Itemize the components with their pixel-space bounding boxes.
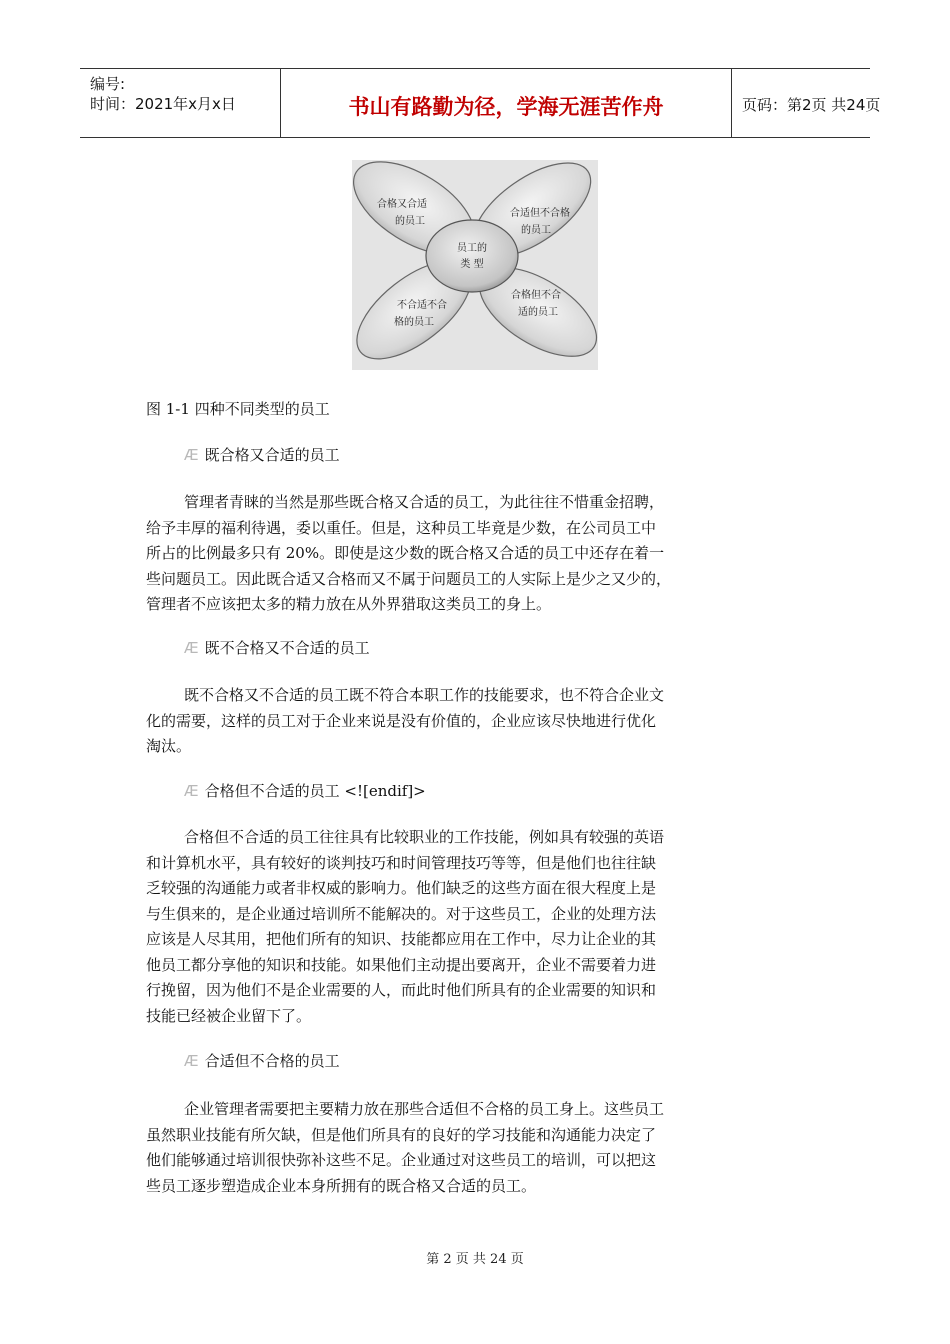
header-page-number: 页码：第2页 共24页: [742, 96, 881, 114]
section-heading-text: 合适但不合格的员工: [204, 1052, 340, 1070]
figure-caption: 图 1-1 四种不同类型的员工: [146, 400, 330, 418]
paragraph-line: 些问题员工。因此既合适又合格而又不属于问题员工的人实际上是少之又少的，: [146, 569, 672, 588]
header-motto: 书山有路勤为径，学海无涯苦作舟: [348, 95, 664, 119]
bullet-icon: Æ: [184, 782, 199, 800]
center-label-2: 类 型: [460, 259, 484, 270]
paragraph-line: 管理者青睐的当然是那些既合格又合适的员工，为此往往不惜重金招聘，: [184, 493, 665, 511]
section-heading: [184, 780, 426, 801]
header-number-label: 编号:: [90, 75, 126, 93]
header-motto-cell: [281, 69, 732, 137]
petal-top-left-label-2: 的员工: [395, 216, 425, 227]
paragraph-line: 管理者不应该把太多的精力放在从外界猎取这类员工的身上。: [146, 595, 552, 613]
paragraph-line: 应该是人尽其用，把他们所有的知识、技能都应用在工作中，尽力让企业的其: [146, 930, 657, 948]
paragraph-line: 乏较强的沟通能力或者非权威的影响力。他们缺乏的这些方面在很大程度上是: [146, 879, 657, 897]
section-paragraph: [146, 825, 802, 1029]
header-time: 时间：2021年x月x日: [90, 95, 236, 113]
petal-bottom-right-label-1: 合格但不合: [511, 290, 561, 301]
section-heading: [184, 637, 370, 658]
bullet-icon: Æ: [184, 1052, 199, 1070]
section-heading-text: 既合格又合适的员工: [204, 446, 340, 464]
paragraph-line: 与生俱来的，是企业通过培训所不能解决的。对于这些员工，企业的处理方法: [146, 904, 657, 923]
page-header: [80, 68, 881, 138]
paragraph-line: 合格但不合适的员工往往具有比较职业的工作技能，例如具有较强的英语: [184, 828, 665, 846]
page-footer: 第 2 页 共 24 页: [426, 1252, 524, 1267]
section-heading: [184, 444, 340, 465]
petal-top-right-label-2: 的员工: [521, 225, 551, 236]
header-info-cell: [80, 69, 281, 137]
paragraph-line: 行挽留，因为他们不是企业需要的人，而此时他们所具有的企业需要的知识和: [146, 981, 657, 999]
paragraph-line: 技能已经被企业留下了。: [146, 1006, 312, 1025]
paragraph-line: 他们能够通过培训很快弥补这些不足。企业通过对这些员工的培训，可以把这: [146, 1151, 657, 1169]
petal-top-right-label-1: 合适但不合格: [510, 208, 570, 219]
petal-top-left-label-1: 合格又合适: [377, 199, 427, 210]
header-page-cell: [732, 69, 881, 137]
bullet-icon: Æ: [184, 639, 199, 657]
paragraph-line: 和计算机水平，具有较好的谈判技巧和时间管理技巧等等，但是他们也往往缺: [146, 853, 657, 872]
paragraph-line: 化的需要，这样的员工对于企业来说是没有价值的，企业应该尽快地进行优化: [146, 711, 657, 730]
paragraph-line: 给予丰厚的福利待遇，委以重任。但是，这种员工毕竟是少数，在公司员工中: [146, 518, 657, 537]
diagram-svg: [352, 160, 598, 370]
paragraph-line: 他员工都分享他的知识和技能。如果他们主动提出要离开，企业不需要着力进: [146, 955, 657, 974]
paragraph-line: 些员工逐步塑造成企业本身所拥有的既合格又合适的员工。: [146, 1176, 537, 1195]
section-paragraph: [146, 1097, 802, 1199]
paragraph-line: 企业管理者需要把主要精力放在那些合适但不合格的员工身上。这些员工: [184, 1100, 665, 1118]
section-heading-text: 既不合格又不合适的员工: [204, 639, 370, 657]
paragraph-line: 所占的比例最多只有 20%。即使是这少数的既合格又合适的员工中还存在着一: [146, 544, 665, 562]
paragraph-line: 虽然职业技能有所欠缺，但是他们所具有的良好的学习技能和沟通能力决定了: [146, 1125, 657, 1144]
section-heading-text: 合格但不合适的员工 <![endif]>: [204, 782, 426, 800]
paragraph-line: 淘汰。: [146, 737, 192, 755]
employee-types-diagram: [352, 160, 598, 370]
petal-bottom-left-label-1: 不合适不合: [397, 300, 447, 311]
petal-bottom-left-label-2: 格的员工: [394, 317, 434, 328]
section-paragraph: [146, 683, 802, 760]
section-heading: [184, 1050, 340, 1071]
paragraph-line: 既不合格又不合适的员工既不符合本职工作的技能要求，也不符合企业文: [184, 686, 665, 704]
petal-bottom-right-label-2: 适的员工: [518, 307, 558, 318]
bullet-icon: Æ: [184, 446, 199, 464]
diagram-center: [426, 220, 518, 292]
section-paragraph: [146, 490, 802, 618]
center-label-1: 员工的: [457, 243, 487, 254]
